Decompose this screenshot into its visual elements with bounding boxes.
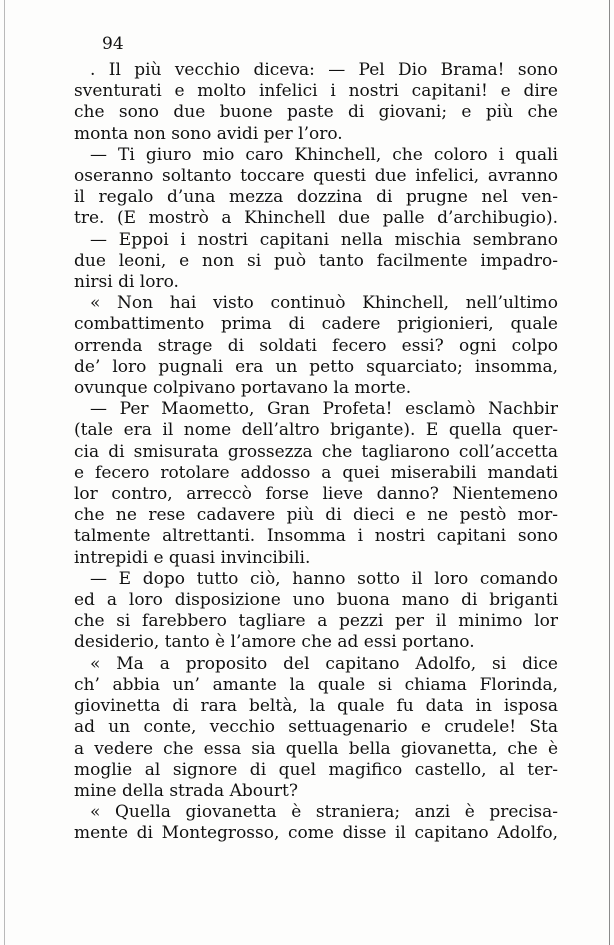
text-line: monta non sono avidi per l’oro. [74, 123, 343, 144]
text-line: . Il più vecchio diceva: — Pel Dio Brama! sono [90, 60, 558, 80]
text-line: oseranno soltanto toccare questi due infelici, avranno [74, 166, 558, 187]
text-line: cia di smisurata grossezza che tagliarono coll’accetta [74, 441, 558, 462]
text-line: « Quella giovanetta è straniera; anzi è precisa- [90, 802, 558, 823]
text-line: mente di Montegrosso, come disse il capitano Adolfo, [74, 823, 558, 844]
text-line: che ne rese cadavere più di dieci e ne pestò mor- [74, 505, 558, 526]
text-line: a vedere che essa sia quella bella giovanetta, che è [74, 738, 558, 759]
text-line: moglie al signore di quel magifico castello, al ter- [74, 759, 558, 780]
text-line: ovunque colpivano portavano la morte. [74, 378, 412, 399]
text-line: e fecero rotolare addosso a quei miserabili mandati [74, 462, 558, 483]
text-line: desiderio, tanto è l’amore che ad essi portano. [74, 632, 475, 653]
text-line: intrepidi e quasi invincibili. [74, 547, 311, 568]
text-line: che sono due buone paste di giovani; e più che [74, 102, 558, 123]
text-line: giovinetta di rara beltà, la quale fu data in isposa [74, 696, 558, 717]
page-number: 94 [102, 34, 124, 54]
text-line: — E dopo tutto ciò, hanno sotto il loro comando [90, 568, 558, 589]
text-line: due leoni, e non si può tanto facilmente impadro- [74, 250, 558, 271]
text-line: — Per Maometto, Gran Profeta! esclamò Nachbir [90, 399, 558, 420]
text-line: ad un conte, vecchio settuagenario e crudele! Sta [74, 717, 558, 738]
text-line: tre. (E mostrò a Khinchell due palle d’archibugio). [74, 208, 558, 229]
text-line: — Eppoi i nostri capitani nella mischia sembrano [90, 229, 558, 250]
text-line: — Ti giuro mio caro Khinchell, che coloro i quali [90, 144, 558, 165]
text-line: « Ma a proposito del capitano Adolfo, si dice [90, 653, 558, 674]
text-line: sventurati e molto infelici i nostri capitani! e dire [74, 81, 558, 102]
text-line: talmente altrettanti. Insomma i nostri capitani sono [74, 526, 558, 547]
text-line: ch’ abbia un’ amante la quale si chiama Florinda, [74, 674, 558, 695]
body-text [74, 60, 558, 845]
page-edge-right [605, 0, 610, 945]
text-line: nirsi di loro. [74, 272, 179, 293]
text-line: de’ loro pugnali era un petto squarciato; insomma, [74, 356, 558, 377]
text-line: ed a loro disposizione uno buona mano di briganti [74, 590, 558, 611]
text-line: « Non hai visto continuò Khinchell, nell’ultimo [90, 293, 558, 314]
text-line: combattimento prima di cadere prigionieri, quale [74, 314, 558, 335]
text-line: orrenda strage di soldati fecero essi? ogni colpo [74, 335, 558, 356]
text-line: che si farebbero tagliare a pezzi per il minimo lor [74, 611, 558, 632]
page-edge-left [4, 0, 9, 945]
text-line: mine della strada Abourt? [74, 780, 298, 801]
text-line: il regalo d’una mezza dozzina di prugne nel ven- [74, 187, 558, 208]
text-line: (tale era il nome dell’altro brigante). E quella quer- [74, 420, 558, 441]
text-line: lor contro, arreccò forse lieve danno? Nientemeno [74, 484, 558, 505]
